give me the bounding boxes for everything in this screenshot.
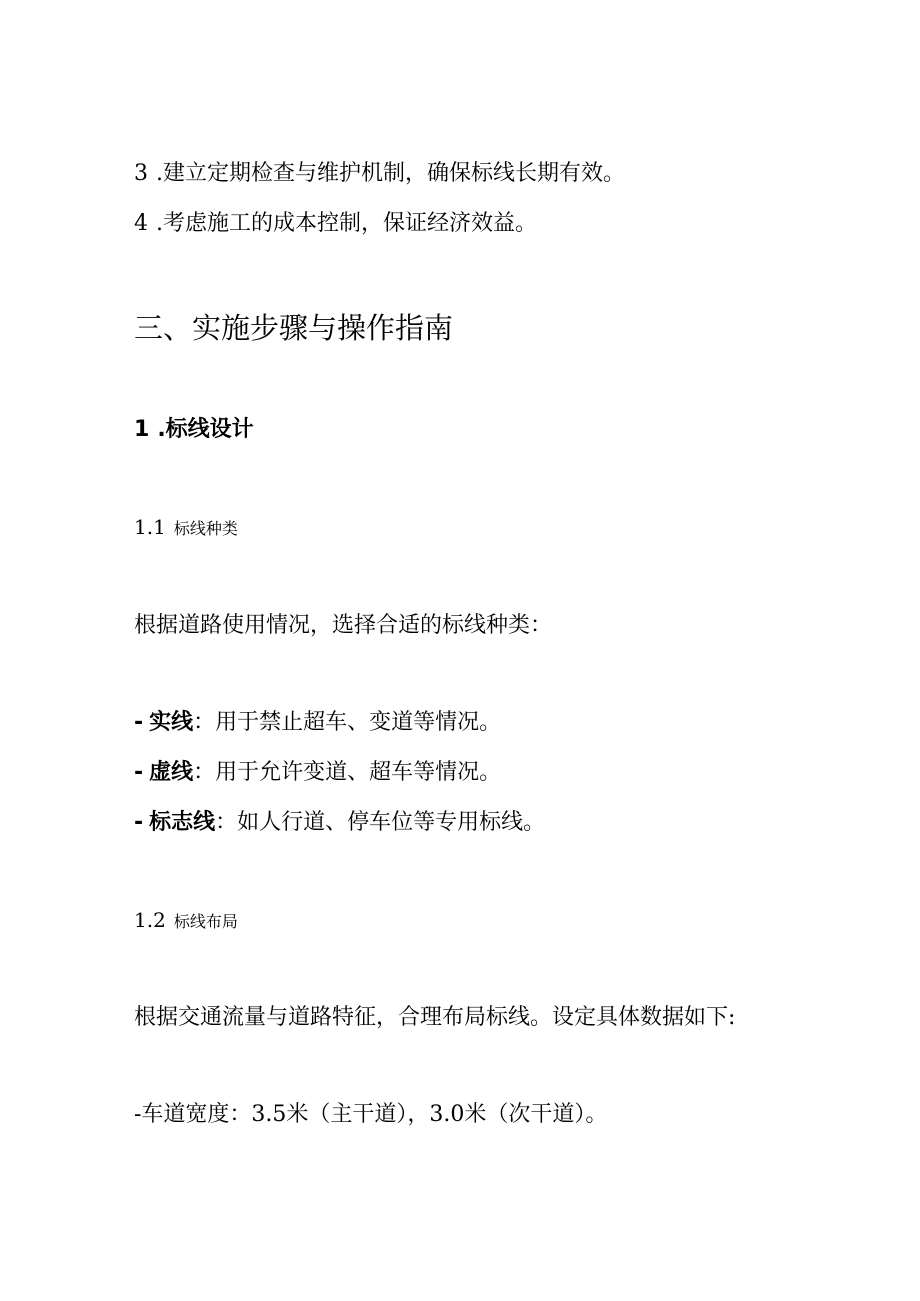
data-line-lane-width: -车道宽度：3.5米（主干道），3.0米（次干道）。: [134, 1102, 608, 1127]
list-item-text: .考虑施工的成本控制，保证经济效益。: [156, 211, 537, 236]
bullet-dash: -: [134, 760, 144, 785]
list-item-number: 3: [134, 161, 148, 186]
sub-heading-1-1: [134, 517, 238, 537]
bullet-item-dashed-line: [134, 762, 501, 784]
bullet-dash: -: [134, 710, 144, 735]
subsection-heading: [134, 419, 254, 441]
sub-heading-number: 1.1: [134, 515, 166, 539]
list-item-3: [134, 163, 625, 185]
sub-heading-number: 1.2: [134, 908, 166, 932]
bullet-description: ：用于禁止超车、变道等情况。: [193, 710, 502, 735]
bullet-description: ：如人行道、停车位等专用标线。: [215, 810, 546, 835]
section-title: 三、实施步骤与操作指南: [134, 311, 454, 345]
subsection-title: .标线设计: [157, 417, 254, 442]
sub-heading-title: 标线种类: [173, 519, 238, 538]
subsection-number: 1: [134, 417, 150, 442]
bullet-term: 虚线: [149, 760, 194, 785]
paragraph-1: 根据道路使用情况，选择合适的标线种类：: [134, 613, 553, 638]
paragraph-2: 根据交通流量与道路特征，合理布局标线。设定具体数据如下:: [134, 1005, 736, 1030]
list-item-text: .建立定期检查与维护机制，确保标线长期有效。: [156, 161, 625, 186]
bullet-description: ：用于允许变道、超车等情况。: [193, 760, 502, 785]
bullet-dash: -: [134, 810, 144, 835]
bullet-term: 实线: [149, 710, 194, 735]
list-item-4: [134, 213, 537, 235]
sub-heading-title: 标线布局: [173, 912, 238, 931]
list-item-number: 4: [134, 211, 148, 236]
bullet-item-solid-line: [134, 712, 501, 734]
bullet-term: 标志线: [149, 810, 216, 835]
bullet-item-sign-line: [134, 812, 545, 834]
sub-heading-1-2: [134, 910, 238, 930]
